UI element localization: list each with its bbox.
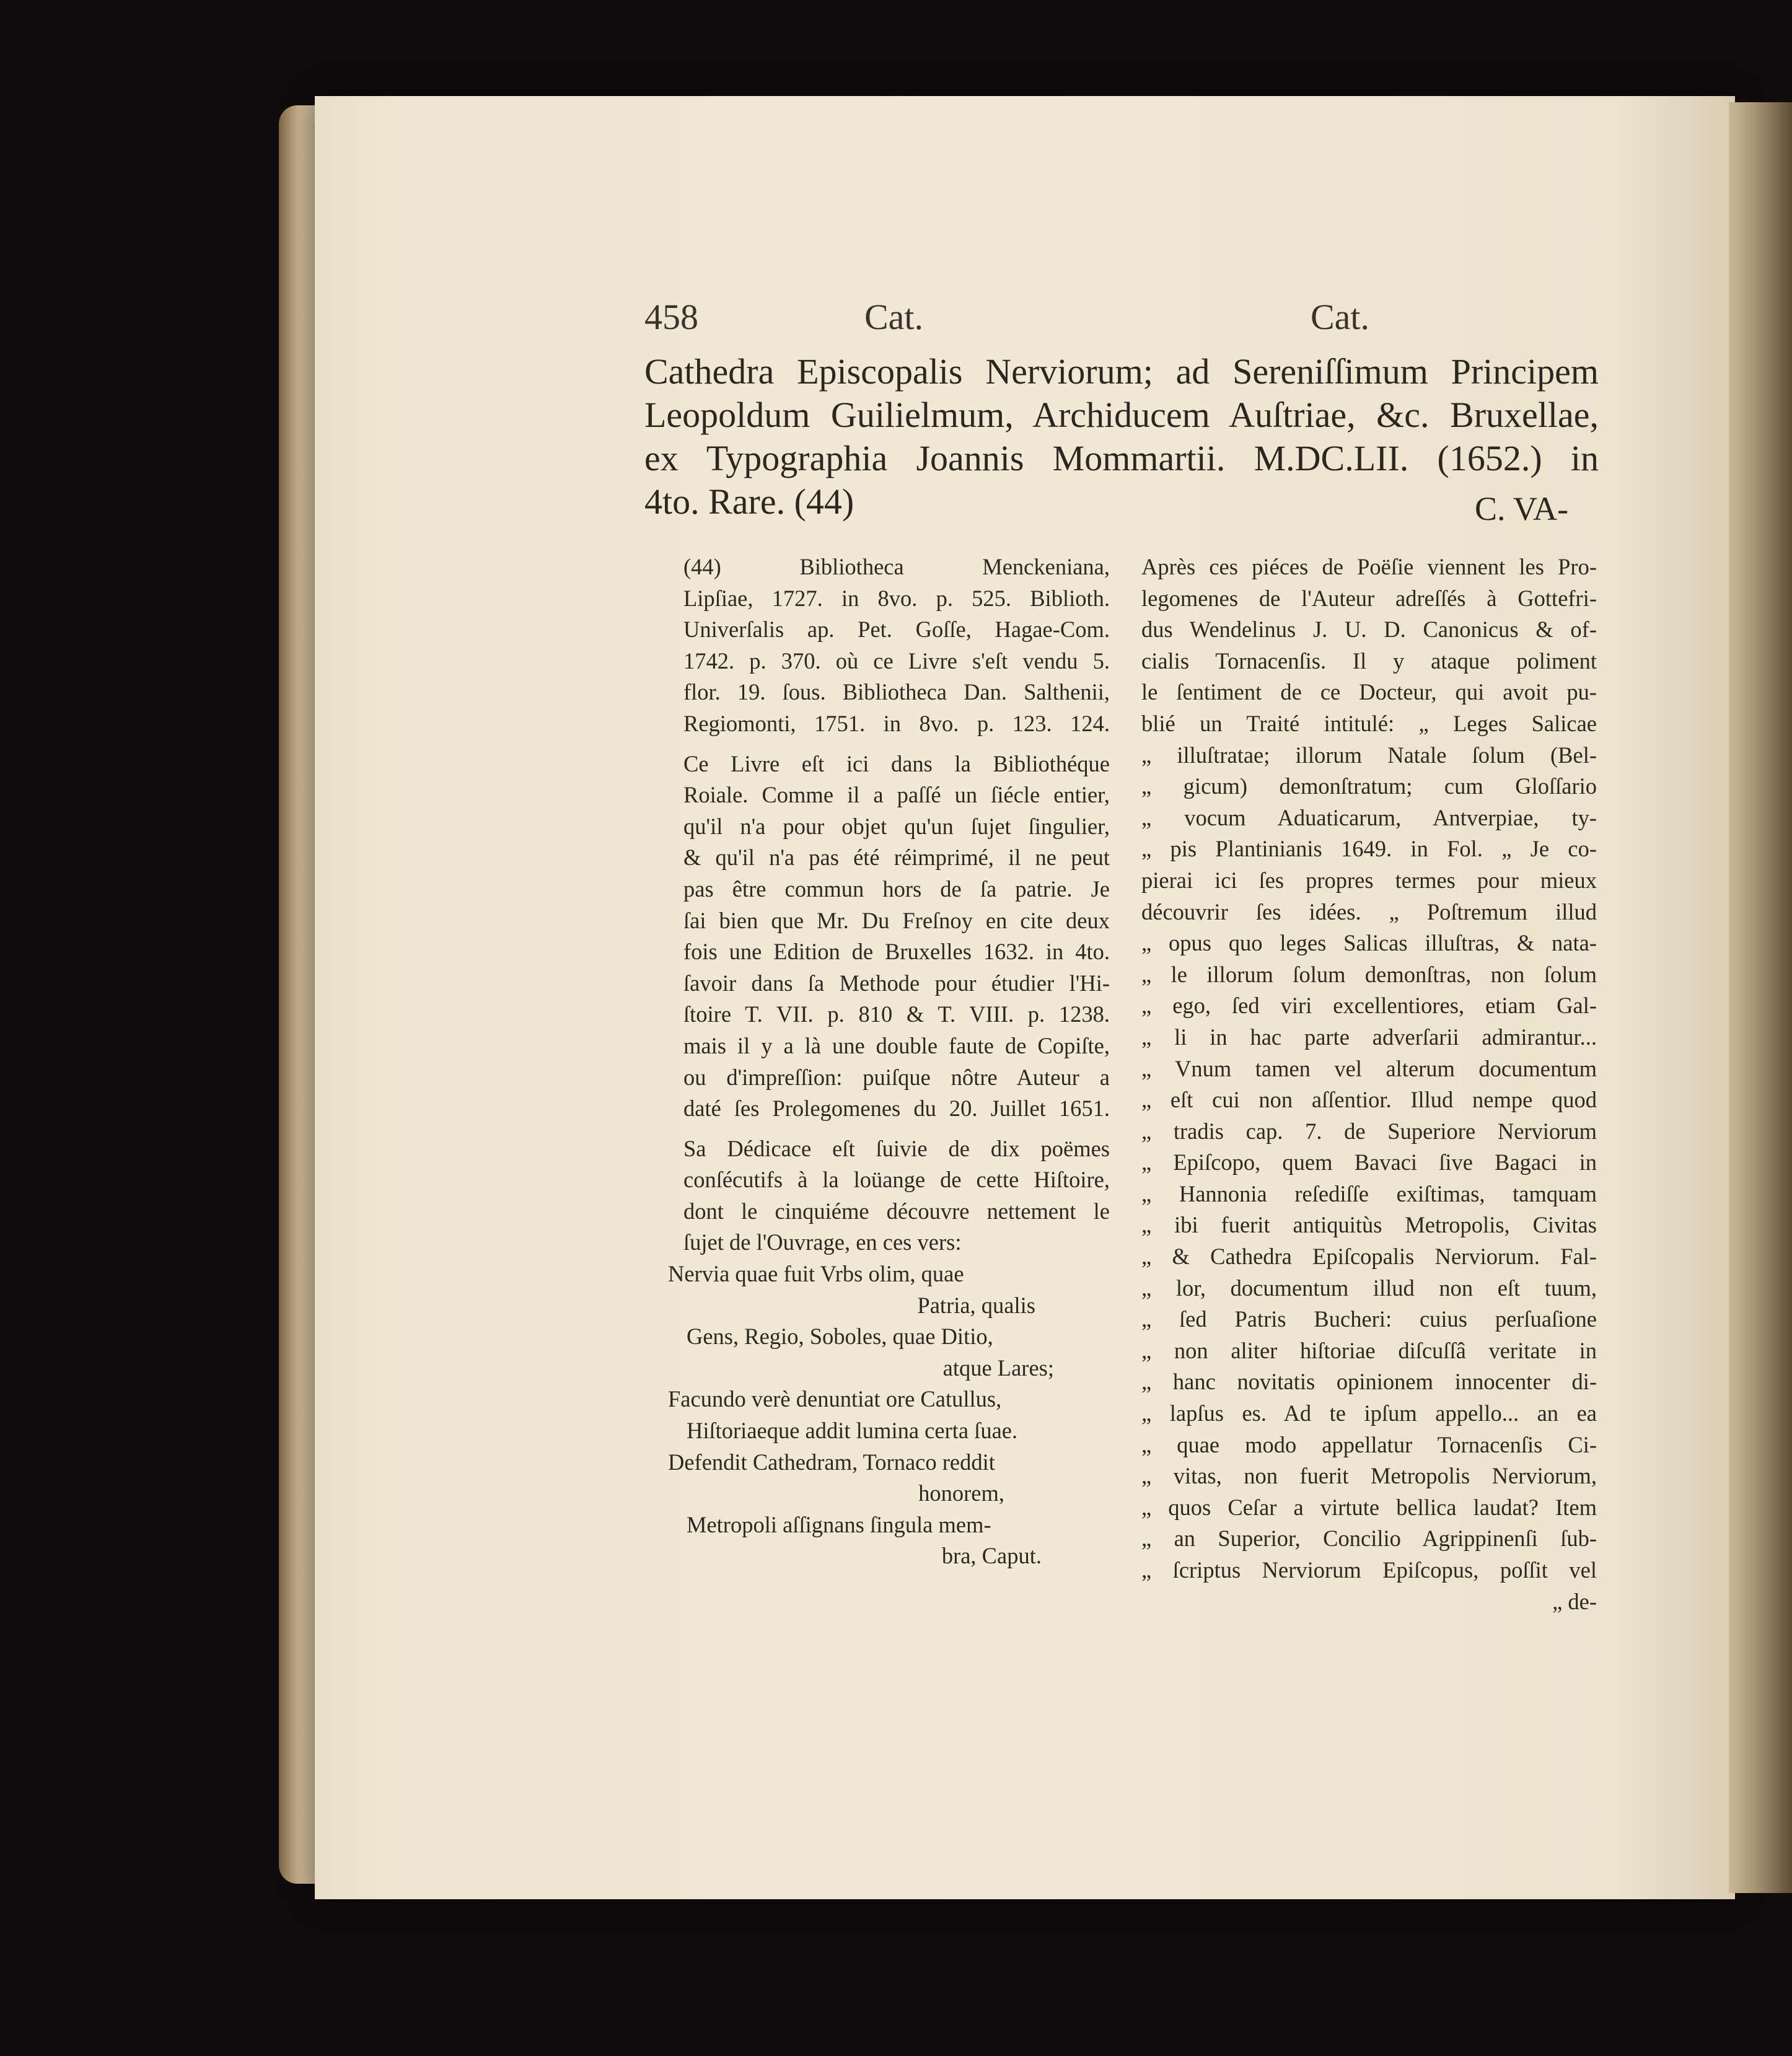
right-column [1141,551,1597,1617]
running-head-left: Cat. [864,297,924,337]
text-line: „ & Cathedra Epiſcopalis Nerviorum. Fal- [1141,1244,1597,1270]
text-line: fois une Edition de Bruxelles 1632. in 4to. [683,939,1110,965]
text-line: & qu'il n'a pas été réimprimé, il ne peut [683,845,1110,871]
verse-line: honorem, [918,1480,1004,1506]
text-line: flor. 19. ſous. Bibliotheca Dan. Salthenii, [683,679,1110,705]
text-line: qu'il n'a pour objet qu'un ſujet ſingulier, [683,813,1110,839]
text-line: dus Wendelinus J. U. D. Canonicus & of- [1141,617,1597,643]
text-line: „ opus quo leges Salicas illuſtras, & nata- [1141,930,1597,956]
text-line: „ pis Plantinianis 1649. in Fol. „ Je co- [1141,836,1597,862]
text-line: 1742. p. 370. où ce Livre s'eſt vendu 5. [683,648,1110,674]
text-line: „ ibi fuerit antiquitùs Metropolis, Civitas [1141,1212,1597,1238]
footnote-paragraph [649,551,1110,740]
text-line: „ Hannonia reſediſſe exiſtimas, tamquam [1141,1180,1597,1206]
page-number: 458 [644,297,698,337]
text-line: „ quos Ceſar a virtute bellica laudat? Item [1141,1494,1597,1520]
text-line: découvrir ſes idées. „ Poſtremum illud [1141,898,1597,925]
text-line: Lipſiae, 1727. in 8vo. p. 525. Biblioth. [683,585,1110,611]
text-line: „ ſcriptus Nerviorum Epiſcopus, poſſit vel [1141,1557,1597,1583]
text-line: „ hanc novitatis opinionem innocenter di- [1141,1369,1597,1395]
catchword-bottom: „ de- [1552,1588,1597,1614]
text-line: cialis Tornacenſis. Il y ataque poliment [1141,648,1597,674]
text-line: ou d'impreſſion: puiſque nôtre Auteur a [683,1064,1110,1090]
text-line: „ non aliter hiſtoriae diſcuſſâ veritate in [1141,1337,1597,1363]
text-line: ſujet de l'Ouvrage, en ces vers: [683,1229,962,1255]
text-line: mais il y a là une double faute de Copiſte, [683,1032,1110,1058]
verse-line: Facundo verè denuntiat ore Catullus, [668,1386,1002,1412]
text-line: „ gicum) demonſtratum; cum Gloſſario [1141,773,1597,799]
text-line: „ li in hac parte adverſarii admirantur... [1141,1024,1597,1050]
running-head-right: Cat. [1311,297,1370,337]
text-line: ſai bien que Mr. Du Freſnoy en cite deux [683,907,1110,933]
text-line: Après ces piéces de Poëſie viennent les Pro- [1141,554,1597,579]
entry-title [644,350,1599,524]
text-line: blié un Traité intitulé: „ Leges Salicae [1141,710,1597,736]
text-line: Ce Livre eſt ici dans la Bibliothéque [683,750,1110,776]
title-line: ex Typographia Joannis Mommartii. M.DC.LII. (1652.) in [644,438,1599,478]
verse-line: bra, Caput. [941,1543,1042,1569]
left-column [649,551,1110,1572]
title-line: 4to. Rare. (44) [644,481,854,522]
text-line: legomenes de l'Auteur adreſſés à Gottefri- [1141,585,1597,611]
text-line: „ ſed Patris Bucheri: cuius perſuaſione [1141,1306,1597,1332]
catchword-top: C. VA- [1475,490,1569,527]
text-line: „ an Superior, Concilio Agrippinenſi ſub- [1141,1526,1597,1552]
text-line: „ lapſus es. Ad te ipſum appello... an ea [1141,1400,1597,1426]
verse-line: Defendit Cathedram, Tornaco reddit [668,1449,995,1475]
prolegomena-text [1141,551,1597,1586]
text-line: „ le illorum ſolum demonſtras, non ſolum [1141,961,1597,987]
verse-line: Gens, Regio, Soboles, quae Ditio, [687,1324,993,1350]
text-line: „ vitas, non fuerit Metropolis Nerviorum, [1141,1463,1597,1489]
text-line: „ vocum Aduaticarum, Antverpiae, ty- [1141,804,1597,830]
verse-line: Metropoli aſſignans ſingula mem- [687,1511,991,1537]
text-line: Univerſalis ap. Pet. Goſſe, Hagae-Com. [683,617,1110,643]
text-line: conſécutifs à la loüange de cette Hiſtoire, [683,1167,1110,1193]
text-line: „ tradis cap. 7. de Superiore Nerviorum [1141,1118,1597,1144]
text-line: pierai ici ſes propres termes pour mieux [1141,867,1597,893]
text-line: pas être commun hors de ſa patrie. Je [683,876,1110,902]
title-line: Leopoldum Guilielmum, Archiducem Auſtriae, &c. Bruxellae, [644,395,1599,435]
text-line: Roiale. Comme il a paſſé un ſiécle entier, [683,782,1110,808]
facing-page-edge [1729,102,1792,1893]
dedication-paragraph [649,1133,1110,1259]
text-line: ſavoir dans ſa Methode pour étudier l'Hi- [683,970,1110,996]
text-line: daté ſes Prolegomenes du 20. Juillet 1651. [683,1096,1110,1122]
text-line: (44) Bibliotheca Menckeniana, [683,554,1110,579]
text-line: „ ego, ſed viri excellentiores, etiam Gal- [1141,993,1597,1019]
text-line: „ Epiſcopo, quem Bavaci ſive Bagaci in [1141,1149,1597,1175]
text-line: „ eſt cui non aſſentior. Illud nempe quod [1141,1087,1597,1113]
commentary-paragraph [649,749,1110,1125]
verse-quotation [649,1259,1110,1572]
text-line: „ quae modo appellatur Tornacenſis Ci- [1141,1431,1597,1457]
title-line: Cathedra Episcopalis Nerviorum; ad Sereniſſimum Principem [644,351,1599,392]
text-line: „ lor, documentum illud non eſt tuum, [1141,1275,1597,1301]
text-line: „ Vnum tamen vel alterum documentum [1141,1055,1597,1081]
text-line: Regiomonti, 1751. in 8vo. p. 123. 124. [683,710,1110,736]
text-line: ſtoire T. VII. p. 810 & T. VIII. p. 1238. [683,1001,1110,1027]
verse-line: atque Lares; [942,1355,1054,1381]
text-line: Sa Dédicace eſt ſuivie de dix poëmes [683,1135,1110,1161]
verse-line: Hiſtoriaeque addit lumina certa ſuae. [687,1418,1018,1444]
text-line: „ illuſtratae; illorum Natale ſolum (Bel- [1141,742,1597,768]
text-line: le ſentiment de ce Docteur, qui avoit pu- [1141,679,1597,705]
verse-line: Nervia quae fuit Vrbs olim, quae [668,1261,964,1287]
text-line: dont le cinquiéme découvre nettement le [683,1198,1110,1224]
verse-line: Patria, qualis [917,1292,1035,1318]
